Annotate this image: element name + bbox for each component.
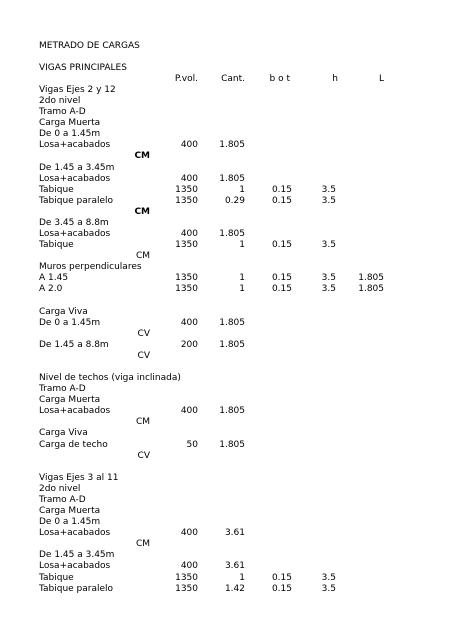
cell-cant: 3.61 bbox=[224, 561, 245, 572]
row-label: Losa+acabados bbox=[39, 173, 111, 184]
table-row bbox=[0, 207, 452, 218]
row-label: De 3.45 a 8.8m bbox=[39, 217, 109, 228]
row-label: Tramo A-D bbox=[39, 494, 86, 505]
cell-pvol: 1350 bbox=[175, 240, 198, 251]
table-row bbox=[0, 395, 452, 406]
row-label: Losa+acabados bbox=[39, 528, 111, 539]
cell-h: 3.5 bbox=[321, 572, 336, 583]
cell-pvol: 400 bbox=[180, 229, 198, 240]
table-row bbox=[0, 384, 452, 395]
row-label: De 1.45 a 8.8m bbox=[39, 339, 109, 350]
cell-cant: 1 bbox=[239, 240, 245, 251]
sheet-title-row bbox=[0, 41, 452, 52]
table-row bbox=[0, 196, 452, 207]
row-label: Carga Muerta bbox=[39, 118, 101, 129]
table-row bbox=[0, 417, 452, 428]
cell-b-o-t: 0.15 bbox=[271, 273, 292, 284]
table-row bbox=[0, 351, 452, 362]
cell-pvol: 1350 bbox=[175, 284, 198, 295]
load-type-mark: CM bbox=[135, 539, 150, 550]
row-label: Tabique bbox=[39, 184, 74, 195]
table-row bbox=[0, 539, 452, 550]
row-label: Vigas Ejes 2 y 12 bbox=[39, 85, 116, 95]
section-title: VIGAS PRINCIPALES bbox=[39, 63, 127, 73]
table-row bbox=[0, 129, 452, 140]
row-label: Tramo A-D bbox=[39, 107, 86, 118]
row-label: Losa+acabados bbox=[39, 561, 111, 572]
row-label: Tabique bbox=[39, 240, 74, 251]
cell-cant: 1 bbox=[239, 284, 245, 295]
table-row bbox=[0, 561, 452, 572]
table-row bbox=[0, 240, 452, 251]
cell-h: 3.5 bbox=[321, 195, 336, 206]
table-row bbox=[0, 284, 452, 295]
table-row bbox=[0, 151, 452, 162]
table-row bbox=[0, 85, 452, 96]
cell-pvol: 1350 bbox=[175, 184, 198, 195]
cell-pvol: 50 bbox=[186, 439, 198, 450]
load-type-mark: CV bbox=[137, 350, 150, 361]
row-label: Muros perpendiculares bbox=[39, 262, 142, 273]
table-row bbox=[0, 373, 452, 384]
cell-pvol: 1350 bbox=[175, 572, 198, 583]
cell-b-o-t: 0.15 bbox=[271, 184, 292, 195]
cell-pvol: 400 bbox=[180, 173, 198, 184]
cell-cant: 1.805 bbox=[219, 439, 245, 450]
row-label: Losa+acabados bbox=[39, 406, 111, 417]
cell-cant: 1 bbox=[239, 572, 245, 583]
cell-pvol: 1350 bbox=[175, 195, 198, 206]
cell-pvol: 400 bbox=[180, 528, 198, 539]
cell-pvol: 1350 bbox=[175, 583, 198, 594]
table-row bbox=[0, 96, 452, 107]
load-type-mark: CM bbox=[135, 251, 150, 262]
cell-b-o-t: 0.15 bbox=[271, 284, 292, 295]
load-type-mark: CM bbox=[134, 206, 150, 217]
row-label: De 0 a 1.45m bbox=[39, 317, 101, 328]
column-header-cant: Cant. bbox=[221, 74, 245, 84]
cell-l: 1.805 bbox=[358, 273, 384, 284]
table-row bbox=[0, 550, 452, 561]
cell-cant: 1.805 bbox=[219, 339, 245, 350]
column-header-row bbox=[0, 74, 452, 85]
cell-pvol: 1350 bbox=[175, 273, 198, 284]
table-row bbox=[0, 528, 452, 539]
table-row bbox=[0, 107, 452, 118]
load-type-mark: CV bbox=[137, 328, 150, 339]
table-row bbox=[0, 584, 452, 595]
column-header-pvol: P.vol. bbox=[174, 74, 198, 84]
row-label: Losa+acabados bbox=[39, 229, 111, 240]
table-row bbox=[0, 440, 452, 451]
table-row bbox=[0, 296, 452, 307]
row-label: Carga de techo bbox=[39, 439, 108, 450]
table-row bbox=[0, 140, 452, 151]
row-label: Tabique paralelo bbox=[39, 583, 114, 594]
table-row bbox=[0, 462, 452, 473]
table-row bbox=[0, 307, 452, 318]
cell-cant: 0.29 bbox=[224, 195, 245, 206]
cell-l: 1.805 bbox=[358, 284, 384, 295]
row-label: Tabique bbox=[39, 572, 74, 583]
table-row bbox=[0, 118, 452, 129]
row-label: A 1.45 bbox=[39, 273, 69, 284]
cell-pvol: 400 bbox=[180, 140, 198, 151]
cell-b-o-t: 0.15 bbox=[271, 583, 292, 594]
cell-cant: 1.805 bbox=[219, 173, 245, 184]
row-label: De 1.45 a 3.45m bbox=[39, 162, 115, 173]
cell-cant: 1 bbox=[239, 184, 245, 195]
table-row bbox=[0, 329, 452, 340]
column-header-l: L bbox=[378, 74, 384, 84]
row-label: 2do nivel bbox=[39, 483, 81, 494]
cell-pvol: 400 bbox=[180, 561, 198, 572]
cell-pvol: 200 bbox=[180, 339, 198, 350]
sheet-title: METRADO DE CARGAS bbox=[39, 41, 140, 51]
column-header-h: h bbox=[332, 74, 338, 84]
cell-pvol: 400 bbox=[180, 406, 198, 417]
table-row bbox=[0, 362, 452, 373]
table-row bbox=[0, 406, 452, 417]
table-row bbox=[0, 517, 452, 528]
load-type-mark: CM bbox=[135, 417, 150, 428]
cell-b-o-t: 0.15 bbox=[271, 572, 292, 583]
cell-b-o-t: 0.15 bbox=[271, 195, 292, 206]
load-type-mark: CV bbox=[137, 450, 150, 461]
cell-h: 3.5 bbox=[321, 273, 336, 284]
row-label: Tramo A-D bbox=[39, 384, 86, 395]
cell-cant: 1.42 bbox=[224, 583, 245, 594]
row-label: Vigas Ejes 3 al 11 bbox=[39, 472, 119, 483]
cell-h: 3.5 bbox=[321, 284, 336, 295]
cell-cant: 1 bbox=[239, 273, 245, 284]
cell-cant: 1.805 bbox=[219, 406, 245, 417]
column-header-b-o-t: b o t bbox=[269, 74, 290, 84]
cell-pvol: 400 bbox=[180, 317, 198, 328]
section-title-row bbox=[0, 63, 452, 74]
row-label: Losa+acabados bbox=[39, 140, 111, 151]
table-row bbox=[0, 318, 452, 329]
cell-h: 3.5 bbox=[321, 583, 336, 594]
row-label: Carga Muerta bbox=[39, 395, 101, 406]
row-label: De 0 a 1.45m bbox=[39, 517, 101, 528]
row-label: Carga Viva bbox=[39, 428, 88, 439]
table-row bbox=[0, 262, 452, 273]
cell-cant: 3.61 bbox=[224, 528, 245, 539]
table-row bbox=[0, 174, 452, 185]
row-label: A 2.0 bbox=[39, 284, 63, 295]
row-label: Carga Viva bbox=[39, 306, 88, 317]
row-label: De 1.45 a 3.45m bbox=[39, 550, 115, 561]
cell-h: 3.5 bbox=[321, 240, 336, 251]
table-row bbox=[0, 473, 452, 484]
load-type-mark: CM bbox=[134, 151, 150, 162]
table-row bbox=[0, 273, 452, 284]
table-row bbox=[0, 229, 452, 240]
table-row bbox=[0, 251, 452, 262]
cell-cant: 1.805 bbox=[219, 140, 245, 151]
table-row bbox=[0, 340, 452, 351]
table-row bbox=[0, 163, 452, 174]
table-row bbox=[0, 185, 452, 196]
row-label: 2do nivel bbox=[39, 96, 81, 107]
cell-b-o-t: 0.15 bbox=[271, 240, 292, 251]
cell-cant: 1.805 bbox=[219, 229, 245, 240]
cell-h: 3.5 bbox=[321, 184, 336, 195]
table-row bbox=[0, 218, 452, 229]
table-row bbox=[0, 495, 452, 506]
table-row bbox=[0, 573, 452, 584]
row-label: Nivel de techos (viga inclinada) bbox=[39, 373, 181, 384]
row-label: De 0 a 1.45m bbox=[39, 129, 101, 140]
row-label: Tabique paralelo bbox=[39, 195, 114, 206]
table-row bbox=[0, 451, 452, 462]
row-label: Carga Muerta bbox=[39, 506, 101, 517]
cell-cant: 1.805 bbox=[219, 317, 245, 328]
table-row bbox=[0, 484, 452, 495]
table-row bbox=[0, 428, 452, 439]
table-row bbox=[0, 506, 452, 517]
